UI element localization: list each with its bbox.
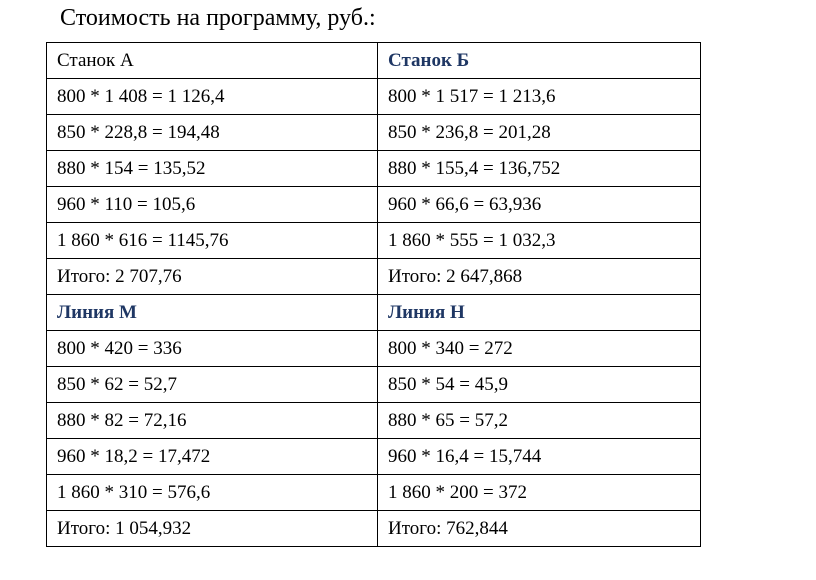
table-row [47, 295, 701, 331]
table-cell: 960 * 110 = 105,6 [47, 187, 378, 223]
table-row [47, 79, 701, 115]
table-row [47, 151, 701, 187]
table-row [47, 439, 701, 475]
table-row [47, 331, 701, 367]
table-cell: 960 * 66,6 = 63,936 [378, 187, 701, 223]
table-cell: 850 * 236,8 = 201,28 [378, 115, 701, 151]
table-cell: 960 * 18,2 = 17,472 [47, 439, 378, 475]
header-line-m: Линия М [47, 295, 378, 331]
header-machine-a: Станок А [47, 43, 378, 79]
cost-table [46, 42, 701, 547]
table-cell: 880 * 155,4 = 136,752 [378, 151, 701, 187]
table-cell: 850 * 62 = 52,7 [47, 367, 378, 403]
table-row [47, 115, 701, 151]
table-cell: 800 * 340 = 272 [378, 331, 701, 367]
table-cell: 880 * 82 = 72,16 [47, 403, 378, 439]
total-machine-b: Итого: 2 647,868 [378, 259, 701, 295]
page-title: Стоимость на программу, руб.: [60, 5, 376, 31]
table-cell: 1 860 * 200 = 372 [378, 475, 701, 511]
table-cell: 850 * 228,8 = 194,48 [47, 115, 378, 151]
table-cell: 880 * 65 = 57,2 [378, 403, 701, 439]
header-machine-b: Станок Б [378, 43, 701, 79]
table-row [47, 259, 701, 295]
table-cell: 850 * 54 = 45,9 [378, 367, 701, 403]
table-row [47, 475, 701, 511]
table-row [47, 367, 701, 403]
table-cell: 800 * 1 517 = 1 213,6 [378, 79, 701, 115]
header-line-n: Линия Н [378, 295, 701, 331]
table-row [47, 511, 701, 547]
table-row [47, 403, 701, 439]
table-cell: 1 860 * 616 = 1145,76 [47, 223, 378, 259]
table-cell: 960 * 16,4 = 15,744 [378, 439, 701, 475]
table-row [47, 223, 701, 259]
total-line-m: Итого: 1 054,932 [47, 511, 378, 547]
total-machine-a: Итого: 2 707,76 [47, 259, 378, 295]
table-cell: 880 * 154 = 135,52 [47, 151, 378, 187]
table-cell: 1 860 * 310 = 576,6 [47, 475, 378, 511]
table-cell: 1 860 * 555 = 1 032,3 [378, 223, 701, 259]
table-row [47, 187, 701, 223]
total-line-n: Итого: 762,844 [378, 511, 701, 547]
table-row [47, 43, 701, 79]
table-cell: 800 * 420 = 336 [47, 331, 378, 367]
table-cell: 800 * 1 408 = 1 126,4 [47, 79, 378, 115]
